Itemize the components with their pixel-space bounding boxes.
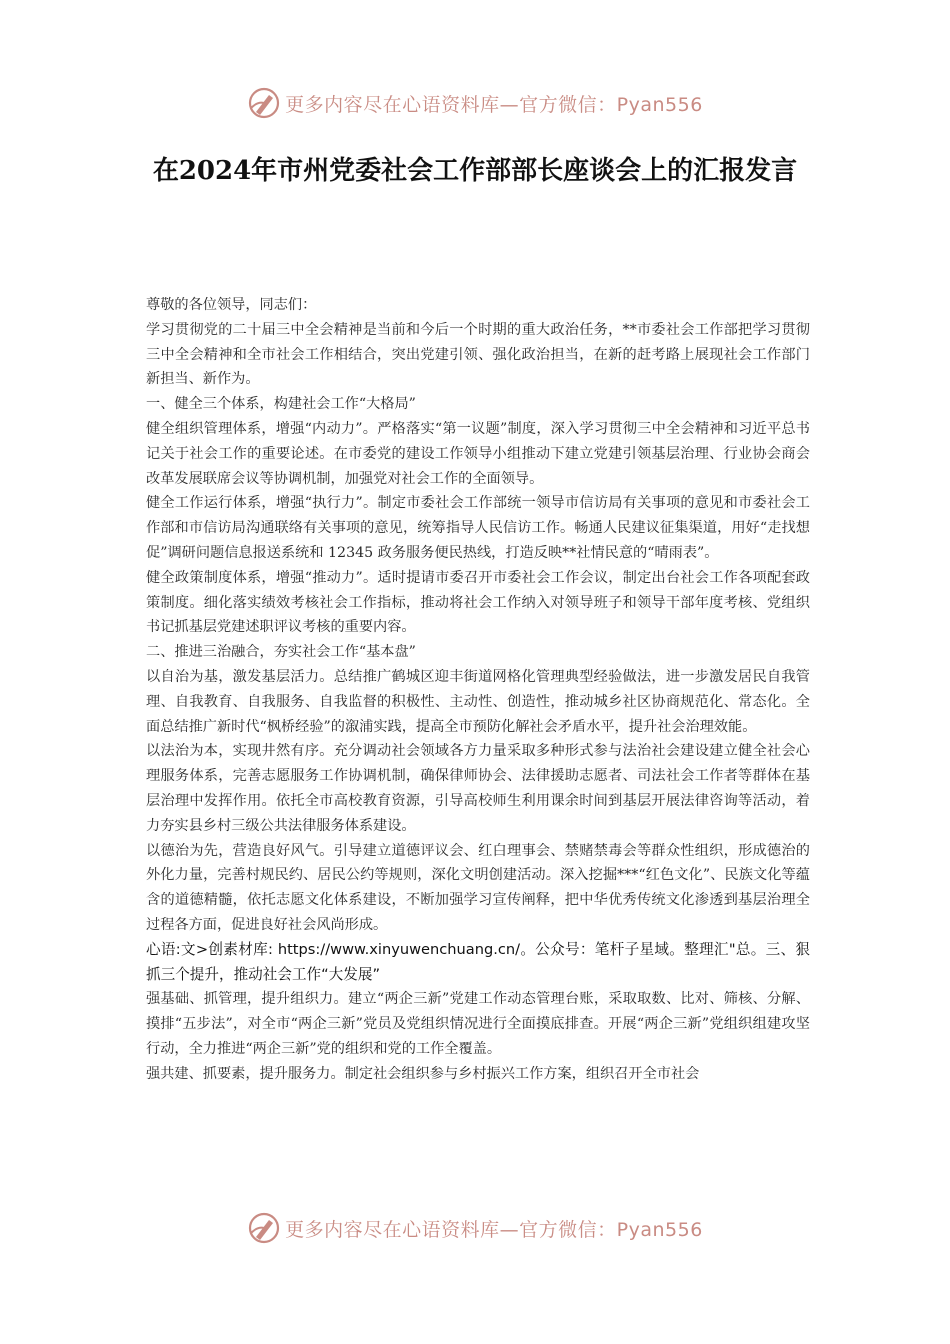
paragraph: 以德治为先，营造良好风气。引导建立道德评议会、红白理事会、禁赌禁毒会等群众性组织，形成德治的外化力量，完善村规民约、居民公约等规则，深化文明创建活动。深入挖掘***“红色文化”、民族文化等蕴含的道德精髓，依托志愿文化体系建设，不断加强学习宣传阐释，把中华优秀传统文化渗透到基层治理全过程各方面，促进良好社会风尚形成。 — [146, 842, 810, 933]
paragraph: 健全工作运行体系，增强“执行力”。制定市委社会工作部统一领导市信访局有关事项的意见和市委社会工作部和市信访局沟通联络有关事项的意见，统筹指导人民信访工作。畅通人民建议征集渠道，用好“走找想促”调研问题信息报送系统和 12345 政务服务便民热线，打造反映**社情民意的“晴雨表”。 — [146, 495, 810, 561]
paragraph: 强基础、抓管理，提升组织力。建立“两企三新”党建工作动态管理台账，采取取数、比对、筛核、分解、摸排“五步法”，对全市“两企三新”党员及党组织情况进行全面摸底排查。开展“两企三新”党组织组建攻坚行动，全力推进“两企三新”党的组织和党的工作全覆盖。 — [146, 991, 810, 1057]
banner-text: 更多内容尽在心语资料库—官方微信：Pyan556 — [285, 1218, 703, 1241]
salutation: 尊敬的各位领导，同志们： — [146, 297, 317, 313]
paragraph: 以自治为基，激发基层活力。总结推广鹤城区迎丰街道网格化管理典型经验做法，进一步激发居民自我管理、自我教育、自我服务、自我监督的积极性、主动性、创造性，推动城乡社区协商规范化、常态化。全面总结推广新时代“枫桥经验”的溆浦实践，提高全市预防化解社会矛盾水平，提升社会治理效能。 — [146, 668, 810, 735]
pen-nib-circle-icon — [247, 86, 281, 120]
document-body — [146, 293, 810, 1087]
header-banner — [0, 83, 950, 123]
page-title: 在2024年市州党委社会工作部部长座谈会上的汇报发言 — [152, 156, 798, 186]
paragraph: 强共建、抓要素，提升服务力。制定社会组织参与乡村振兴工作方案，组织召开全市社会 — [146, 1065, 700, 1082]
footer-banner — [0, 1208, 950, 1248]
pen-nib-circle-icon — [247, 1211, 281, 1245]
paragraph: 学习贯彻党的二十届三中全会精神是当前和今后一个时期的重大政治任务，**市委社会工作部把学习贯彻三中全会精神和全市社会工作相结合，突出党建引领、强化政治担当，在新的赶考路上展现社会工作部门新担当、新作为。 — [146, 321, 810, 388]
paragraph: 以法治为本，实现井然有序。充分调动社会领域各方力量采取多种形式参与法治社会建设建立健全社会心理服务体系，完善志愿服务工作协调机制，确保律师协会、法律援助志愿者、司法社会工作者等群体在基层治理中发挥作用。依托全市高校教育资源，引导高校师生利用课余时间到基层开展法律咨询等活动，着力夯实县乡村三级公共法律服务体系建设。 — [146, 743, 810, 834]
section-heading: 一、健全三个体系，构建社会工作“大格局” — [146, 396, 416, 413]
paragraph: 健全组织管理体系，增强“内动力”。严格落实“第一议题”制度，深入学习贯彻三中全会精神和习近平总书记关于社会工作的重要论述。在市委党的建设工作领导小组推动下建立党建引领基层治理、行业协会商会改革发展联席会议等协调机制，加强党对社会工作的全面领导。 — [146, 420, 810, 487]
watermark-paragraph: 心语:文>创素材库: https://www.xinyuwenchuang.cn/。公众号：笔杆子星域。整理汇"总。三、狠抓三个提升，推动社会工作“大发展” — [146, 940, 810, 983]
banner-text: 更多内容尽在心语资料库—官方微信：Pyan556 — [285, 93, 703, 116]
section-heading: 二、推进三治融合，夯实社会工作“基本盘” — [146, 644, 416, 661]
paragraph: 健全政策制度体系，增强“推动力”。适时提请市委召开市委社会工作会议，制定出台社会工作各项配套政策制度。细化落实绩效考核社会工作指标，推动将社会工作纳入对领导班子和领导干部年度考核、党组织书记抓基层党建述职评议考核的重要内容。 — [146, 569, 810, 636]
